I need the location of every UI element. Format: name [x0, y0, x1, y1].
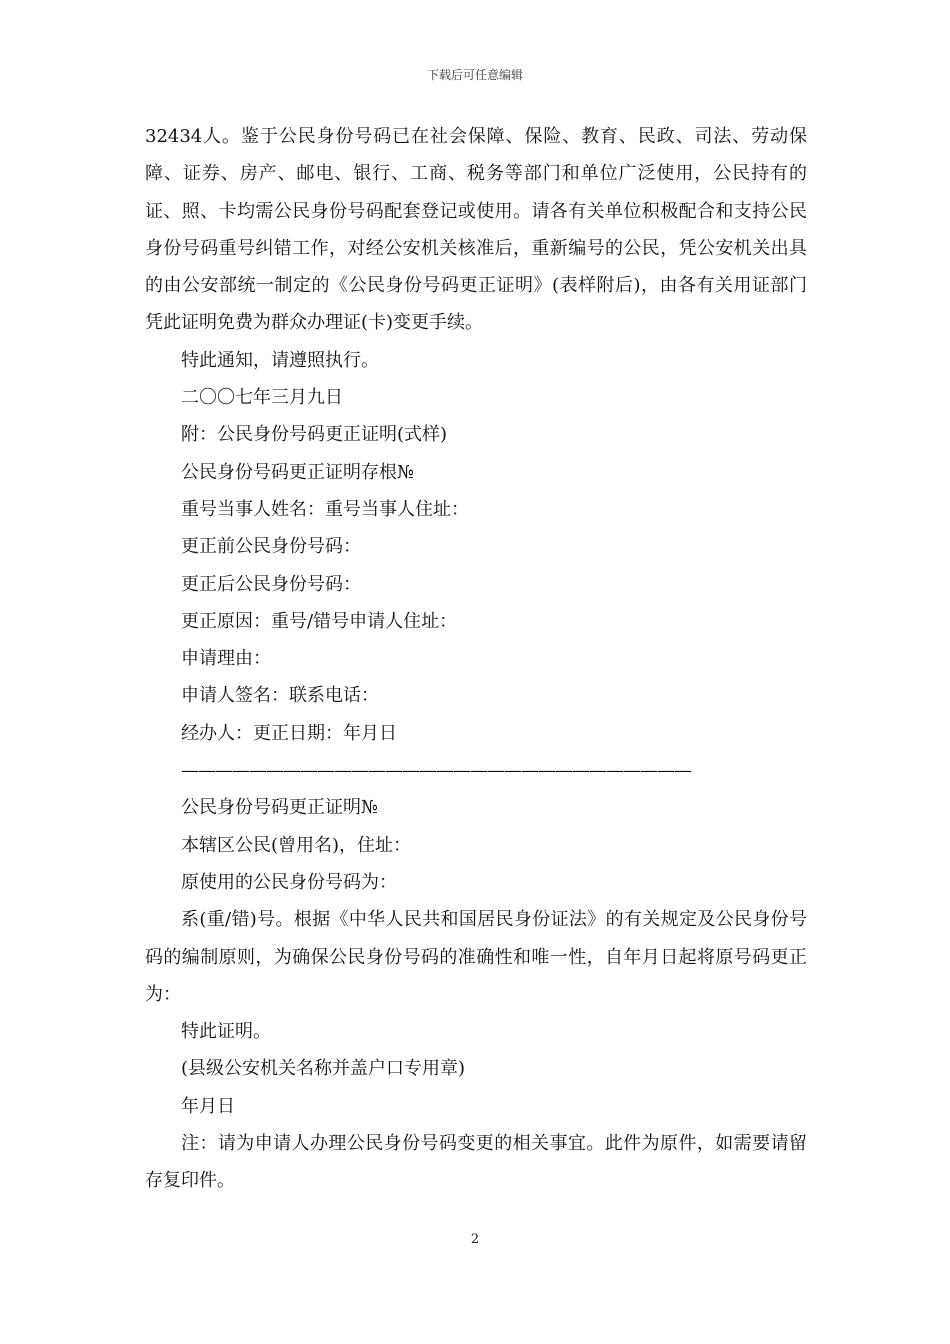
- form-field: 本辖区公民(曾用名)，住址：: [181, 834, 412, 856]
- date-line: 二〇〇七年三月九日: [181, 387, 343, 409]
- form-field: 经办人：更正日期：年月日: [181, 722, 397, 744]
- form-field: 重号当事人姓名：重号当事人住址：: [181, 498, 469, 520]
- document-body: [145, 118, 807, 1200]
- page-number: 2: [470, 1232, 480, 1247]
- cut-line: ——————————————————————————————: [181, 760, 691, 782]
- date-line: 年月日: [181, 1095, 235, 1117]
- form-field: 更正前公民身份号码：: [181, 536, 361, 558]
- note-paragraph: 注：请为申请人办理公民身份号码变更的相关事宜。此件为原件，如需要请留存复印件。: [145, 1133, 807, 1192]
- page-header: 下载后可任意编辑: [426, 68, 523, 82]
- form-field: 更正后公民身份号码：: [181, 573, 361, 595]
- form-field: 原使用的公民身份号码为：: [181, 871, 397, 893]
- paragraph: 系(重/错)号。根据《中华人民共和国居民身份证法》的有关规定及公民身份号码的编制原则，为确保公民身份号码的准确性和唯一性，自年月日起将原号码更正为：: [145, 909, 807, 1005]
- paragraph: 特此证明。: [181, 1021, 271, 1043]
- form-field: 申请人签名：联系电话：: [181, 685, 379, 707]
- paragraph: 32434人。鉴于公民身份号码已在社会保障、保险、教育、民政、司法、劳动保障、证券、房产、邮电、银行、工商、税务等部门和单位广泛使用，公民持有的证、照、卡均需公民身份号码配套登记或使用。请各有关单位积极配合和支持公民身份号码重号纠错工作，对经公安机关核准后，重新编号的公民，凭公安机关出具的由公安部统一制定的《公民身份号码更正证明》(表样附后)，由各有关用证部门凭此证明免费为群众办理证(卡)变更手续。: [145, 126, 807, 334]
- seal-note: (县级公安机关名称并盖户口专用章): [181, 1058, 466, 1080]
- certificate-title: 公民身份号码更正证明№: [181, 797, 379, 819]
- attachment-title: 附：公民身份号码更正证明(式样): [181, 424, 448, 446]
- paragraph: 特此通知，请遵照执行。: [181, 349, 379, 371]
- stub-title: 公民身份号码更正证明存根№: [181, 461, 415, 483]
- form-field: 更正原因：重号/错号申请人住址：: [181, 610, 458, 632]
- form-field: 申请理由：: [181, 648, 271, 670]
